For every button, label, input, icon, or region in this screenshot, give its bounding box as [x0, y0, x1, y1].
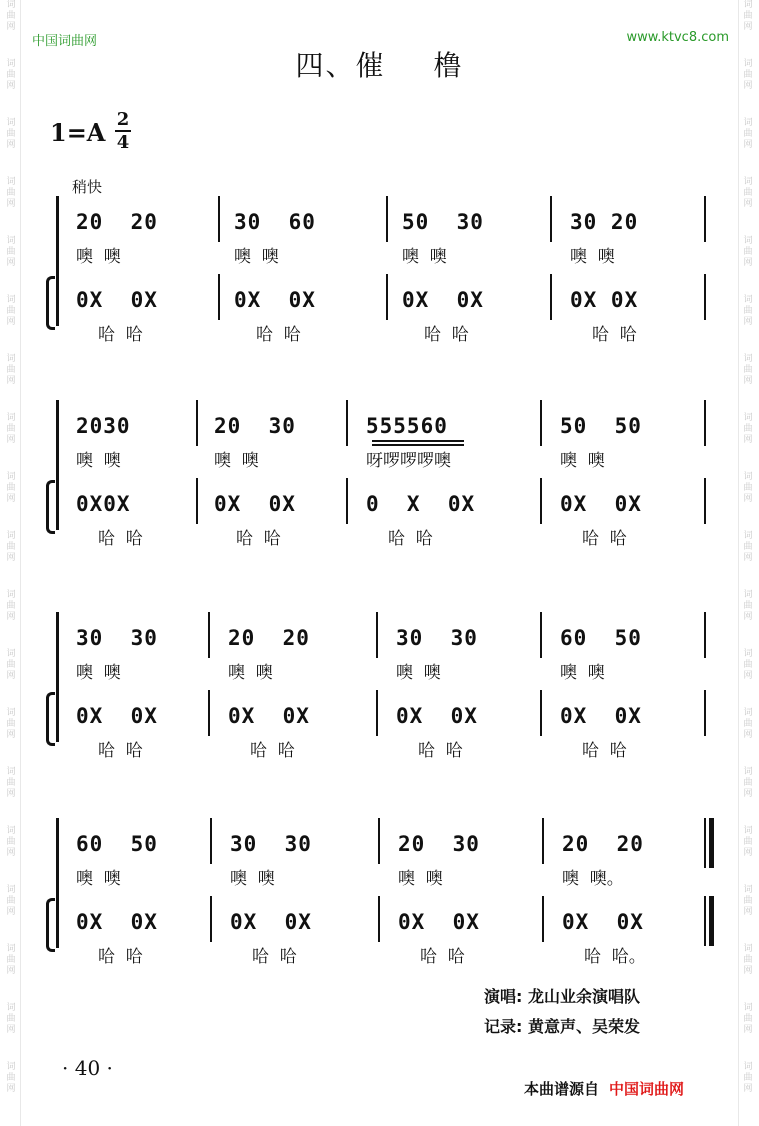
side-watermark-char: 曲 [6, 601, 16, 611]
lyric-text: 哈 哈 [592, 325, 637, 345]
recorder-credit: 记录: 黄意声、吴荣发 [484, 1017, 640, 1036]
side-watermark-char: 词 [6, 472, 16, 482]
barline [386, 274, 388, 320]
note-group: 0X0X [76, 492, 131, 516]
note-group: 20 20 [76, 210, 158, 234]
lyric-text: 哈 哈 [418, 741, 463, 761]
side-watermark-char: 网 [743, 612, 753, 622]
side-watermark-char: 词 [6, 1062, 16, 1072]
side-watermark-char: 曲 [743, 837, 753, 847]
side-watermark-char: 词 [6, 295, 16, 305]
side-watermark-char: 曲 [6, 129, 16, 139]
side-watermark-char: 网 [6, 376, 16, 386]
barline [540, 478, 542, 524]
side-watermark-char: 网 [743, 671, 753, 681]
lyric-text: 噢 噢 [396, 663, 441, 683]
system-start-line [56, 612, 59, 742]
side-watermark-char: 词 [6, 767, 16, 777]
side-watermark-char: 词 [6, 826, 16, 836]
barline [346, 478, 348, 524]
side-watermark-char: 曲 [743, 188, 753, 198]
side-watermark-char: 网 [743, 140, 753, 150]
side-watermark-char: 网 [743, 966, 753, 976]
final-barline-thin [704, 818, 706, 868]
side-watermark-char: 曲 [743, 306, 753, 316]
lyric-text: 噢 噢 [228, 663, 273, 683]
side-watermark-char: 曲 [743, 1014, 753, 1024]
side-watermark-char: 网 [743, 435, 753, 445]
side-watermark-char: 词 [743, 944, 753, 954]
note-group: 0X 0X [230, 910, 312, 934]
lyric-text: 噢 噢 [402, 247, 447, 267]
side-watermark-char: 网 [6, 81, 16, 91]
side-watermark-char: 曲 [743, 365, 753, 375]
side-watermark-char: 网 [6, 553, 16, 563]
part-bracket [46, 276, 55, 330]
note-group: 0X 0X [76, 910, 158, 934]
barline [550, 196, 552, 242]
barline [378, 896, 380, 942]
note-group: 2030 [76, 414, 131, 438]
side-watermark-char: 曲 [743, 129, 753, 139]
watermark-site-name[interactable]: 中国词曲网 [32, 34, 98, 49]
side-watermark-char: 词 [743, 1003, 753, 1013]
side-watermark-char: 网 [6, 612, 16, 622]
barline [218, 274, 220, 320]
barline [704, 196, 706, 242]
barline [704, 690, 706, 736]
side-watermark-char: 网 [6, 140, 16, 150]
barline [346, 400, 348, 446]
side-watermark-char: 词 [743, 1062, 753, 1072]
side-watermark-char: 曲 [6, 1073, 16, 1083]
side-watermark-char: 词 [743, 354, 753, 364]
lyric-text: 哈 哈 [252, 947, 297, 967]
note-group: 0X 0X [234, 288, 316, 312]
side-watermark-char: 曲 [743, 11, 753, 21]
source-note [524, 1078, 684, 1099]
system-start-line [56, 818, 59, 948]
side-watermark-char: 网 [6, 789, 16, 799]
lyric-text: 哈 哈 [582, 741, 627, 761]
side-watermark-char: 词 [743, 767, 753, 777]
side-watermark-char: 网 [6, 848, 16, 858]
side-watermark-char: 词 [743, 177, 753, 187]
lyric-text: 噢 噢 [76, 247, 121, 267]
barline [218, 196, 220, 242]
lyric-text: 哈 哈 [98, 529, 143, 549]
note-group: 50 30 [402, 210, 484, 234]
note-group: 20 20 [228, 626, 310, 650]
tempo-marking: 稍快 [72, 178, 103, 196]
side-watermark-char: 网 [6, 494, 16, 504]
side-watermark-char: 曲 [743, 247, 753, 257]
lyric-text: 哈 哈 [236, 529, 281, 549]
final-barline-thin [704, 896, 706, 946]
final-barline-thick [709, 896, 714, 946]
barline [540, 612, 542, 658]
lyric-text: 哈 哈 [420, 947, 465, 967]
side-watermark-char: 网 [743, 907, 753, 917]
note-group: 30 30 [76, 626, 158, 650]
note-group: 20 20 [562, 832, 644, 856]
barline [542, 896, 544, 942]
side-watermark-char: 网 [6, 1084, 16, 1094]
side-watermark-char: 曲 [6, 424, 16, 434]
lyric-text: 噢 噢 [76, 663, 121, 683]
note-group: 0X 0X [396, 704, 478, 728]
system-start-line [56, 400, 59, 530]
side-watermark-char: 网 [743, 1084, 753, 1094]
part-bracket [46, 480, 55, 534]
barline [210, 896, 212, 942]
side-watermark-char: 词 [6, 354, 16, 364]
side-watermark-char: 词 [743, 295, 753, 305]
side-watermark-char: 网 [6, 199, 16, 209]
note-group: 60 50 [76, 832, 158, 856]
side-watermark-char: 词 [743, 413, 753, 423]
barline [376, 690, 378, 736]
lyric-text: 噢 噢 [76, 451, 121, 471]
barline [210, 818, 212, 864]
time-signature-bottom: 4 [116, 132, 130, 153]
note-group: 0X 0X [560, 492, 642, 516]
side-watermark-char: 曲 [6, 70, 16, 80]
note-group: 30 30 [230, 832, 312, 856]
side-watermark-char: 曲 [743, 778, 753, 788]
part-bracket [46, 692, 55, 746]
note-group: 0X 0X [398, 910, 480, 934]
side-watermark-char: 词 [743, 885, 753, 895]
barline [540, 690, 542, 736]
side-watermark-char: 网 [743, 553, 753, 563]
side-watermark-char: 网 [6, 730, 16, 740]
side-watermark-char: 曲 [6, 247, 16, 257]
side-watermark-char: 网 [743, 848, 753, 858]
note-group: 20 30 [214, 414, 296, 438]
side-watermark-char: 曲 [743, 955, 753, 965]
watermark-site-url[interactable]: www.ktvc8.com [626, 30, 729, 45]
side-watermark-char: 词 [6, 590, 16, 600]
side-watermark-char: 曲 [6, 365, 16, 375]
barline [540, 400, 542, 446]
side-watermark-char: 网 [6, 671, 16, 681]
side-watermark-char: 词 [6, 413, 16, 423]
lyric-text: 噢 噢 [76, 869, 121, 889]
side-watermark-char: 词 [6, 531, 16, 541]
side-watermark-char: 网 [743, 81, 753, 91]
side-watermark-char: 曲 [743, 483, 753, 493]
part-bracket [46, 898, 55, 952]
song-title [0, 44, 759, 84]
barline [704, 400, 706, 446]
side-watermark-char: 网 [743, 789, 753, 799]
side-watermark-char: 网 [743, 199, 753, 209]
side-watermark-char: 曲 [6, 188, 16, 198]
side-watermark-char: 曲 [743, 601, 753, 611]
side-watermark-char: 网 [6, 435, 16, 445]
side-watermark-char: 词 [6, 0, 16, 10]
note-group: 0X 0X [76, 704, 158, 728]
side-watermark-char: 词 [6, 708, 16, 718]
barline [386, 196, 388, 242]
note-group: 0X 0X [560, 704, 642, 728]
side-watermark-char: 词 [6, 118, 16, 128]
side-watermark-char: 曲 [743, 70, 753, 80]
barline [208, 690, 210, 736]
side-watermark-char: 网 [743, 730, 753, 740]
final-barline-thick [709, 818, 714, 868]
side-watermark-char: 曲 [743, 1073, 753, 1083]
note-group: 0X 0X [562, 910, 644, 934]
lyric-text: 噢 噢 [560, 663, 605, 683]
side-watermark-char: 曲 [6, 955, 16, 965]
source-text: 本曲谱源自 [524, 1080, 600, 1098]
side-watermark-char: 网 [6, 258, 16, 268]
side-watermark-char: 词 [743, 826, 753, 836]
song-title-part2: 橹 [433, 49, 464, 82]
barline [376, 612, 378, 658]
lyric-text: 哈 哈 [388, 529, 433, 549]
lyric-text: 噢 噢 [234, 247, 279, 267]
barline [704, 274, 706, 320]
lyric-text: 噢 噢 [570, 247, 615, 267]
side-watermark-char: 曲 [6, 483, 16, 493]
side-watermark-char: 词 [6, 1003, 16, 1013]
note-group: 0 X 0X [366, 492, 476, 516]
lyric-text: 噢 噢 [560, 451, 605, 471]
side-watermark-char: 网 [6, 966, 16, 976]
right-side-watermark [739, 0, 757, 1126]
barline [550, 274, 552, 320]
note-group: 0X 0X [402, 288, 484, 312]
side-watermark-char: 网 [743, 22, 753, 32]
side-watermark-char: 曲 [6, 11, 16, 21]
side-watermark-char: 曲 [743, 424, 753, 434]
note-group: 50 50 [560, 414, 642, 438]
lyric-text: 哈 哈 [582, 529, 627, 549]
system-start-line [56, 196, 59, 326]
barline [196, 400, 198, 446]
side-watermark-char: 网 [6, 317, 16, 327]
note-group: 0X 0X [228, 704, 310, 728]
barline [542, 818, 544, 864]
side-watermark-char: 曲 [743, 896, 753, 906]
lyric-text: 哈 哈 [98, 325, 143, 345]
note-group: 20 30 [398, 832, 480, 856]
note-group: 60 50 [560, 626, 642, 650]
song-title-part1: 四、催 [295, 49, 386, 82]
left-margin-line [20, 0, 21, 1126]
lyric-text: 噢 噢。 [562, 869, 624, 889]
side-watermark-char: 曲 [743, 719, 753, 729]
barline [208, 612, 210, 658]
side-watermark-char: 词 [6, 944, 16, 954]
side-watermark-char: 网 [743, 258, 753, 268]
side-watermark-char: 词 [6, 649, 16, 659]
side-watermark-char: 网 [743, 494, 753, 504]
note-group: 555560 [366, 414, 448, 438]
side-watermark-char: 曲 [6, 837, 16, 847]
lyric-text: 哈 哈 [424, 325, 469, 345]
side-watermark-char: 词 [743, 118, 753, 128]
note-group: 30 20 [570, 210, 639, 234]
note-group: 0X 0X [570, 288, 639, 312]
side-watermark-char: 曲 [6, 1014, 16, 1024]
lyric-text: 噢 噢 [230, 869, 275, 889]
side-watermark-char: 词 [6, 885, 16, 895]
source-site-link[interactable]: 中国词曲网 [609, 1080, 685, 1098]
side-watermark-char: 曲 [6, 660, 16, 670]
page-number: · 40 · [62, 1056, 113, 1080]
lyric-text: 哈 哈。 [584, 947, 646, 967]
lyric-text: 哈 哈 [256, 325, 301, 345]
side-watermark-char: 网 [743, 317, 753, 327]
side-watermark-char: 曲 [6, 719, 16, 729]
lyric-text: 哈 哈 [98, 947, 143, 967]
lyric-text: 哈 哈 [98, 741, 143, 761]
side-watermark-char: 词 [743, 708, 753, 718]
side-watermark-char: 网 [743, 1025, 753, 1035]
lyric-text: 噢 噢 [214, 451, 259, 471]
side-watermark-char: 网 [6, 22, 16, 32]
lyric-text: 呀啰啰啰噢 [366, 451, 451, 471]
barline [704, 478, 706, 524]
note-group: 0X 0X [214, 492, 296, 516]
lyric-text: 噢 噢 [398, 869, 443, 889]
side-watermark-char: 曲 [6, 778, 16, 788]
side-watermark-char: 曲 [6, 542, 16, 552]
note-group: 0X 0X [76, 288, 158, 312]
left-side-watermark [2, 0, 20, 1126]
side-watermark-char: 词 [743, 0, 753, 10]
note-group: 30 60 [234, 210, 316, 234]
side-watermark-char: 曲 [743, 660, 753, 670]
note-group: 30 30 [396, 626, 478, 650]
key-signature: 1=A [50, 118, 106, 147]
side-watermark-char: 词 [743, 472, 753, 482]
side-watermark-char: 词 [6, 59, 16, 69]
singer-credit: 演唱: 龙山业余演唱队 [484, 987, 640, 1006]
side-watermark-char: 网 [6, 907, 16, 917]
barline [196, 478, 198, 524]
barline [704, 612, 706, 658]
side-watermark-char: 词 [743, 59, 753, 69]
side-watermark-char: 曲 [6, 896, 16, 906]
lyric-text: 哈 哈 [250, 741, 295, 761]
side-watermark-char: 曲 [6, 306, 16, 316]
side-watermark-char: 词 [743, 531, 753, 541]
side-watermark-char: 网 [6, 1025, 16, 1035]
side-watermark-char: 曲 [743, 542, 753, 552]
side-watermark-char: 词 [743, 236, 753, 246]
side-watermark-char: 词 [6, 236, 16, 246]
barline [378, 818, 380, 864]
side-watermark-char: 网 [743, 376, 753, 386]
side-watermark-char: 词 [743, 649, 753, 659]
side-watermark-char: 词 [6, 177, 16, 187]
beam-line [372, 444, 464, 446]
side-watermark-char: 词 [743, 590, 753, 600]
time-signature [114, 110, 132, 152]
beam-line [372, 440, 464, 442]
time-signature-top: 2 [116, 109, 130, 130]
